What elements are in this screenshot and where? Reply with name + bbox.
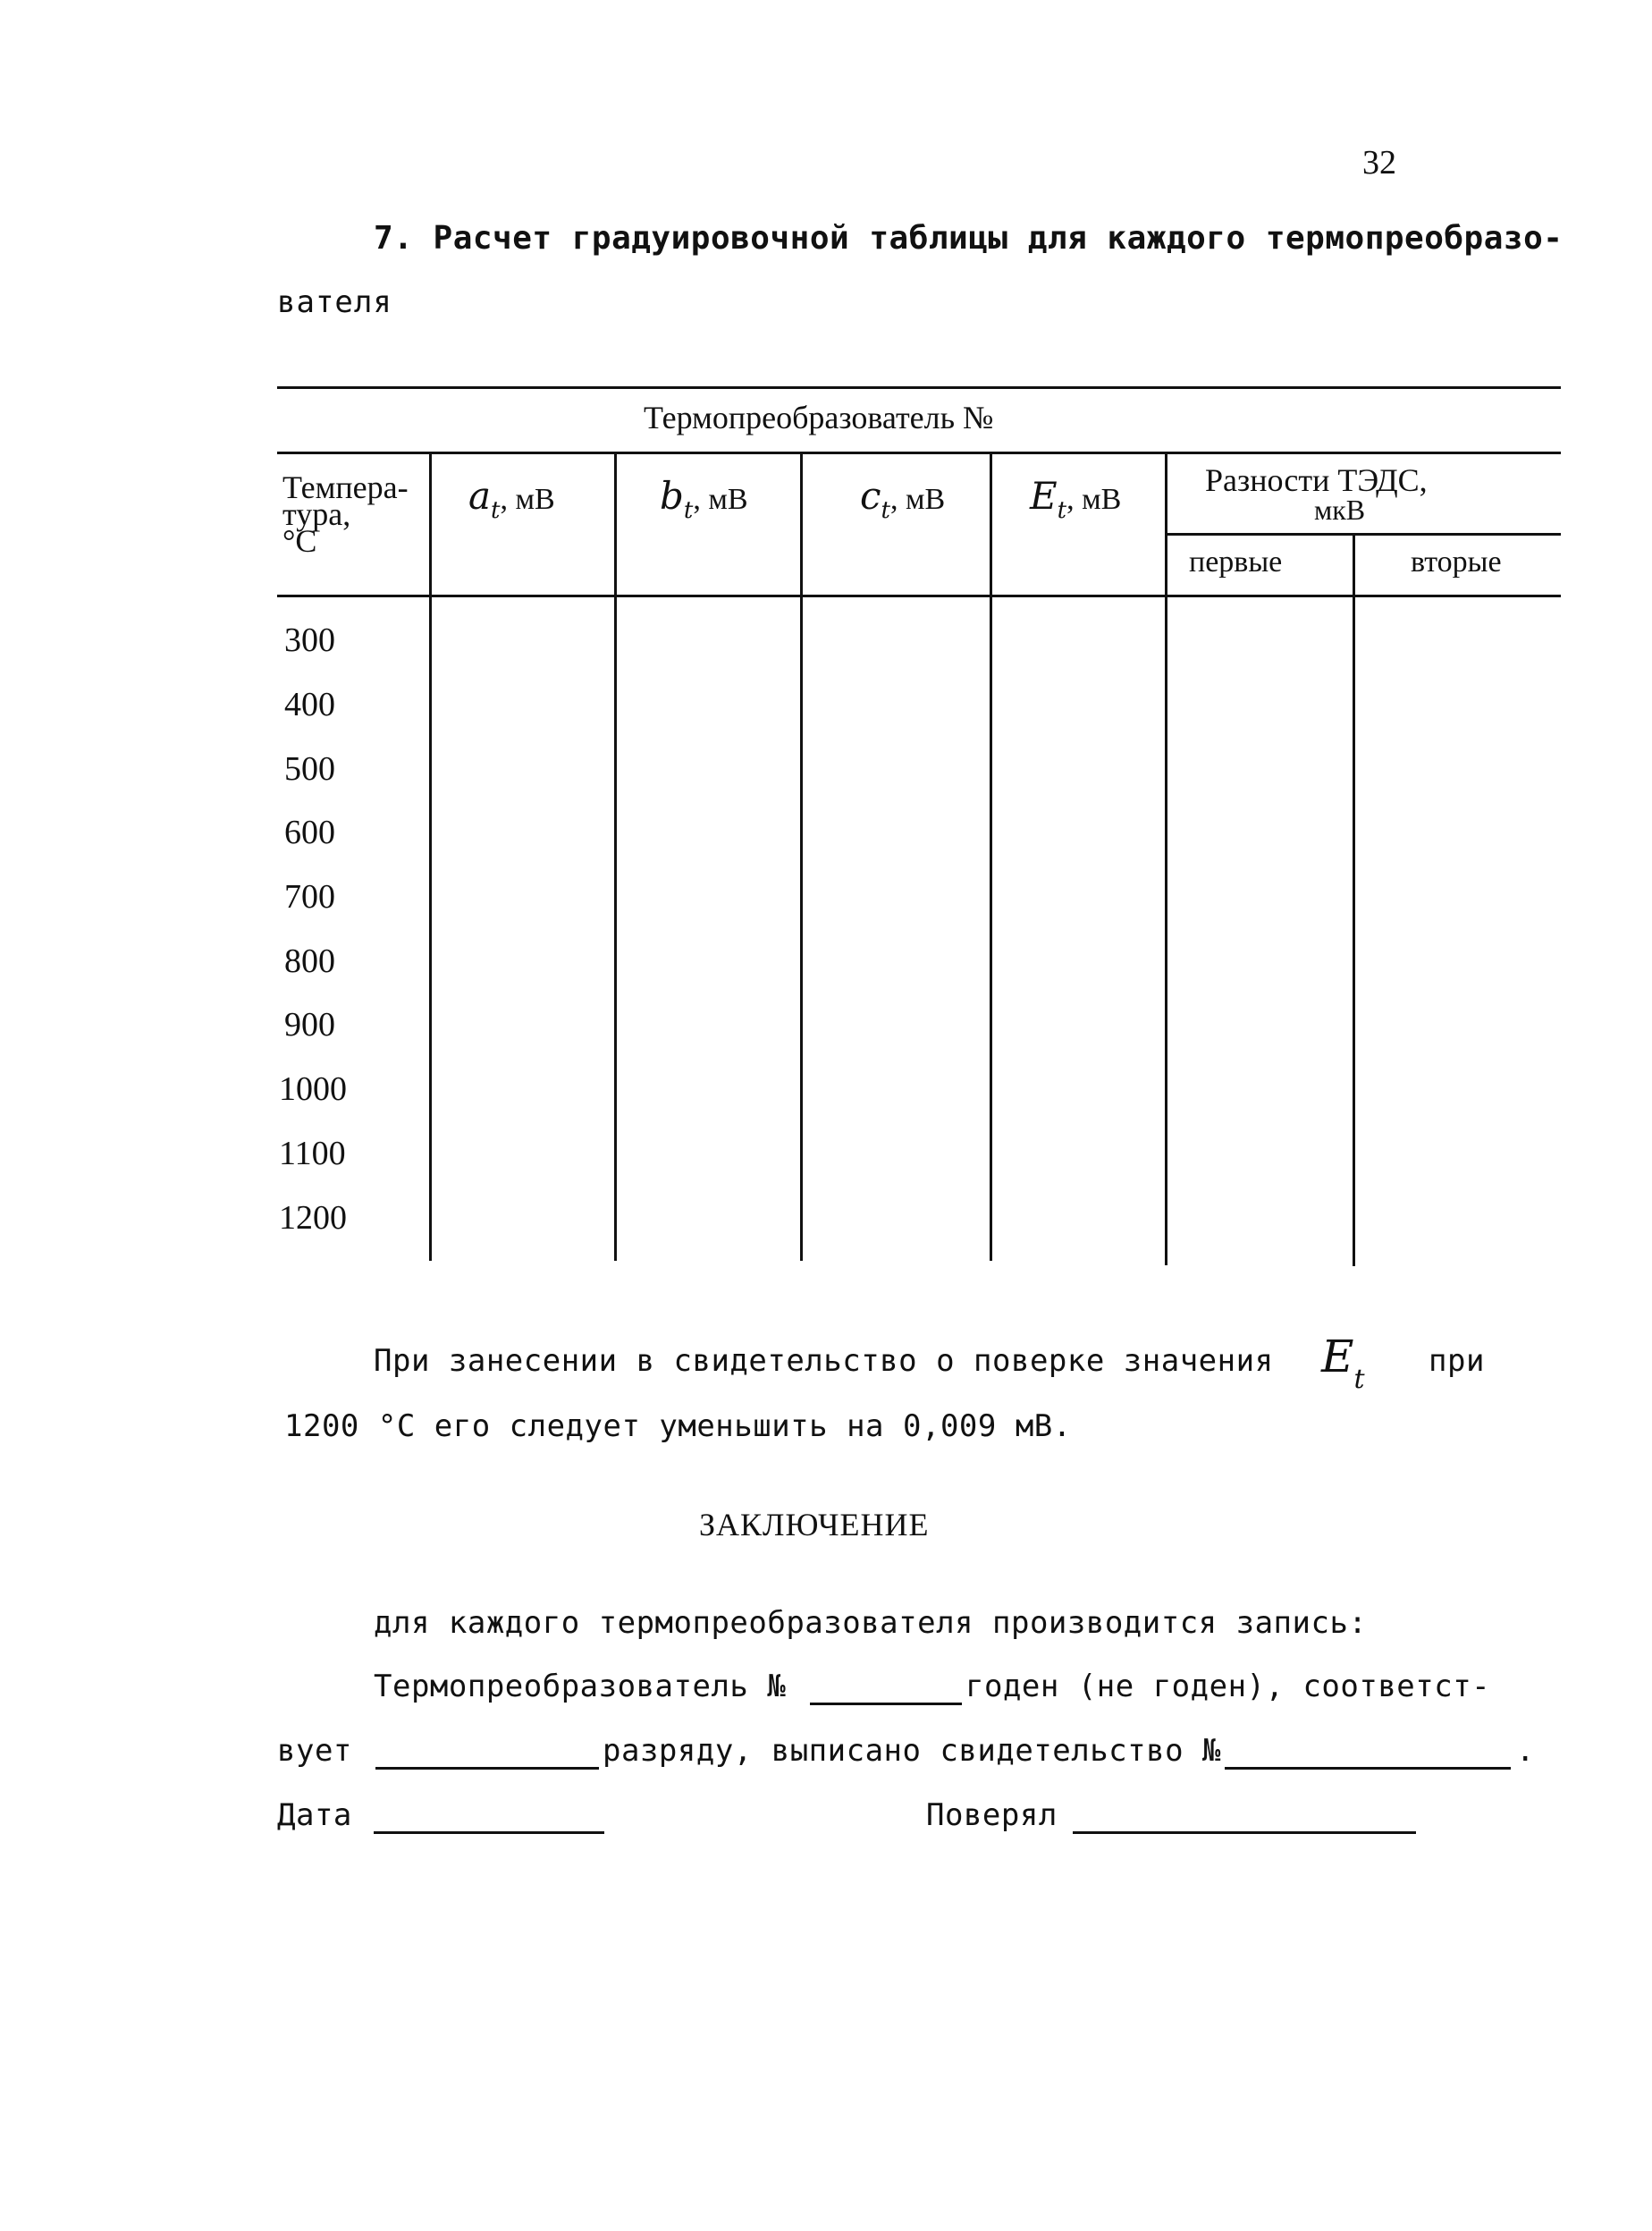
- temperature-column-header: [282, 469, 409, 559]
- date-label: Дата: [277, 1797, 352, 1833]
- col-divider-4: [990, 452, 992, 1261]
- differences-unit: мкВ: [1314, 494, 1366, 526]
- thermoconverter-number-field[interactable]: [810, 1703, 962, 1705]
- col-divider-1: [429, 452, 432, 1261]
- note-line2: 1200 °С его следует уменьшить на 0,009 мВ.: [284, 1408, 1072, 1444]
- date-field[interactable]: [374, 1831, 604, 1834]
- temperature-row-300: 300: [284, 621, 335, 659]
- column-a-symbol: a: [468, 474, 492, 518]
- column-e-subscript: t: [1057, 497, 1067, 524]
- table-group-header: Термопреобразователь №: [644, 400, 994, 435]
- temperature-row-700: 700: [284, 878, 335, 916]
- note-line1-end: при: [1429, 1343, 1485, 1379]
- section-heading: 7. Расчет градуировочной таблицы для каждого термопреобразо-: [374, 220, 1564, 257]
- class-field[interactable]: [375, 1767, 599, 1770]
- temperature-row-500: 500: [284, 750, 335, 788]
- temperature-row-800: 800: [284, 942, 335, 980]
- col-divider-3: [800, 452, 803, 1261]
- column-a-unit: , мВ: [500, 483, 555, 516]
- differences-second: вторые: [1411, 545, 1502, 579]
- conclusion-line3-end: .: [1516, 1733, 1535, 1769]
- col-divider-5: [1165, 452, 1167, 1265]
- temperature-header-line3: °C: [282, 523, 317, 559]
- temperature-row-900: 900: [284, 1006, 335, 1044]
- conclusion-line2-status: годен (не годен), соответст-: [965, 1669, 1491, 1704]
- conclusion-line3-text: разряду, выписано свидетельство №: [603, 1733, 1222, 1769]
- table-group-rule: [277, 452, 1561, 454]
- temperature-row-600: 600: [284, 814, 335, 851]
- column-header-e: [1030, 474, 1121, 524]
- differences-sub-rule: [1165, 533, 1561, 536]
- table-top-rule: [277, 386, 1561, 389]
- column-b-symbol: b: [660, 474, 684, 518]
- certificate-number-field[interactable]: [1225, 1767, 1511, 1770]
- temperature-row-400: 400: [284, 686, 335, 723]
- column-e-unit: , мВ: [1066, 483, 1122, 516]
- table-header-bottom-rule: [277, 595, 1561, 597]
- page-number: 32: [1362, 144, 1396, 182]
- note-subscript: t: [1353, 1364, 1365, 1395]
- column-c-subscript: t: [881, 497, 890, 524]
- column-c-symbol: c: [860, 474, 881, 518]
- column-header-c: [860, 474, 945, 524]
- column-e-symbol: E: [1030, 474, 1058, 518]
- checked-by-field[interactable]: [1073, 1831, 1416, 1834]
- col-divider-2: [614, 452, 617, 1261]
- note-line1: При занесении в свидетельство о поверке значения: [374, 1343, 1274, 1379]
- conclusion-line2-label: Термопреобразователь №: [374, 1669, 787, 1704]
- conclusion-line3-label: вует: [277, 1733, 352, 1769]
- temperature-row-1100: 1100: [279, 1135, 346, 1172]
- temperature-header-line2: тура,: [282, 496, 351, 532]
- section-heading-continuation: вателя: [277, 284, 392, 320]
- conclusion-title: ЗАКЛЮЧЕНИЕ: [699, 1507, 930, 1542]
- note-symbol: E: [1321, 1331, 1354, 1382]
- temperature-row-1200: 1200: [279, 1199, 347, 1237]
- conclusion-line1: для каждого термопреобразователя производится запись:: [374, 1605, 1368, 1641]
- differences-header: Разности ТЭДС,: [1205, 462, 1428, 498]
- temperature-row-1000: 1000: [279, 1070, 347, 1108]
- checked-by-label: Поверял: [926, 1797, 1058, 1833]
- column-c-unit: , мВ: [889, 483, 946, 516]
- column-b-subscript: t: [683, 497, 694, 524]
- differences-first: первые: [1189, 545, 1283, 579]
- column-header-b: [660, 474, 748, 524]
- temperature-header-line1: Темпера-: [282, 469, 409, 505]
- note-symbol-et: [1321, 1331, 1365, 1395]
- column-header-a: [468, 474, 555, 524]
- column-a-subscript: t: [491, 497, 501, 524]
- col-divider-6: [1353, 533, 1355, 1266]
- column-b-unit: , мВ: [693, 483, 748, 516]
